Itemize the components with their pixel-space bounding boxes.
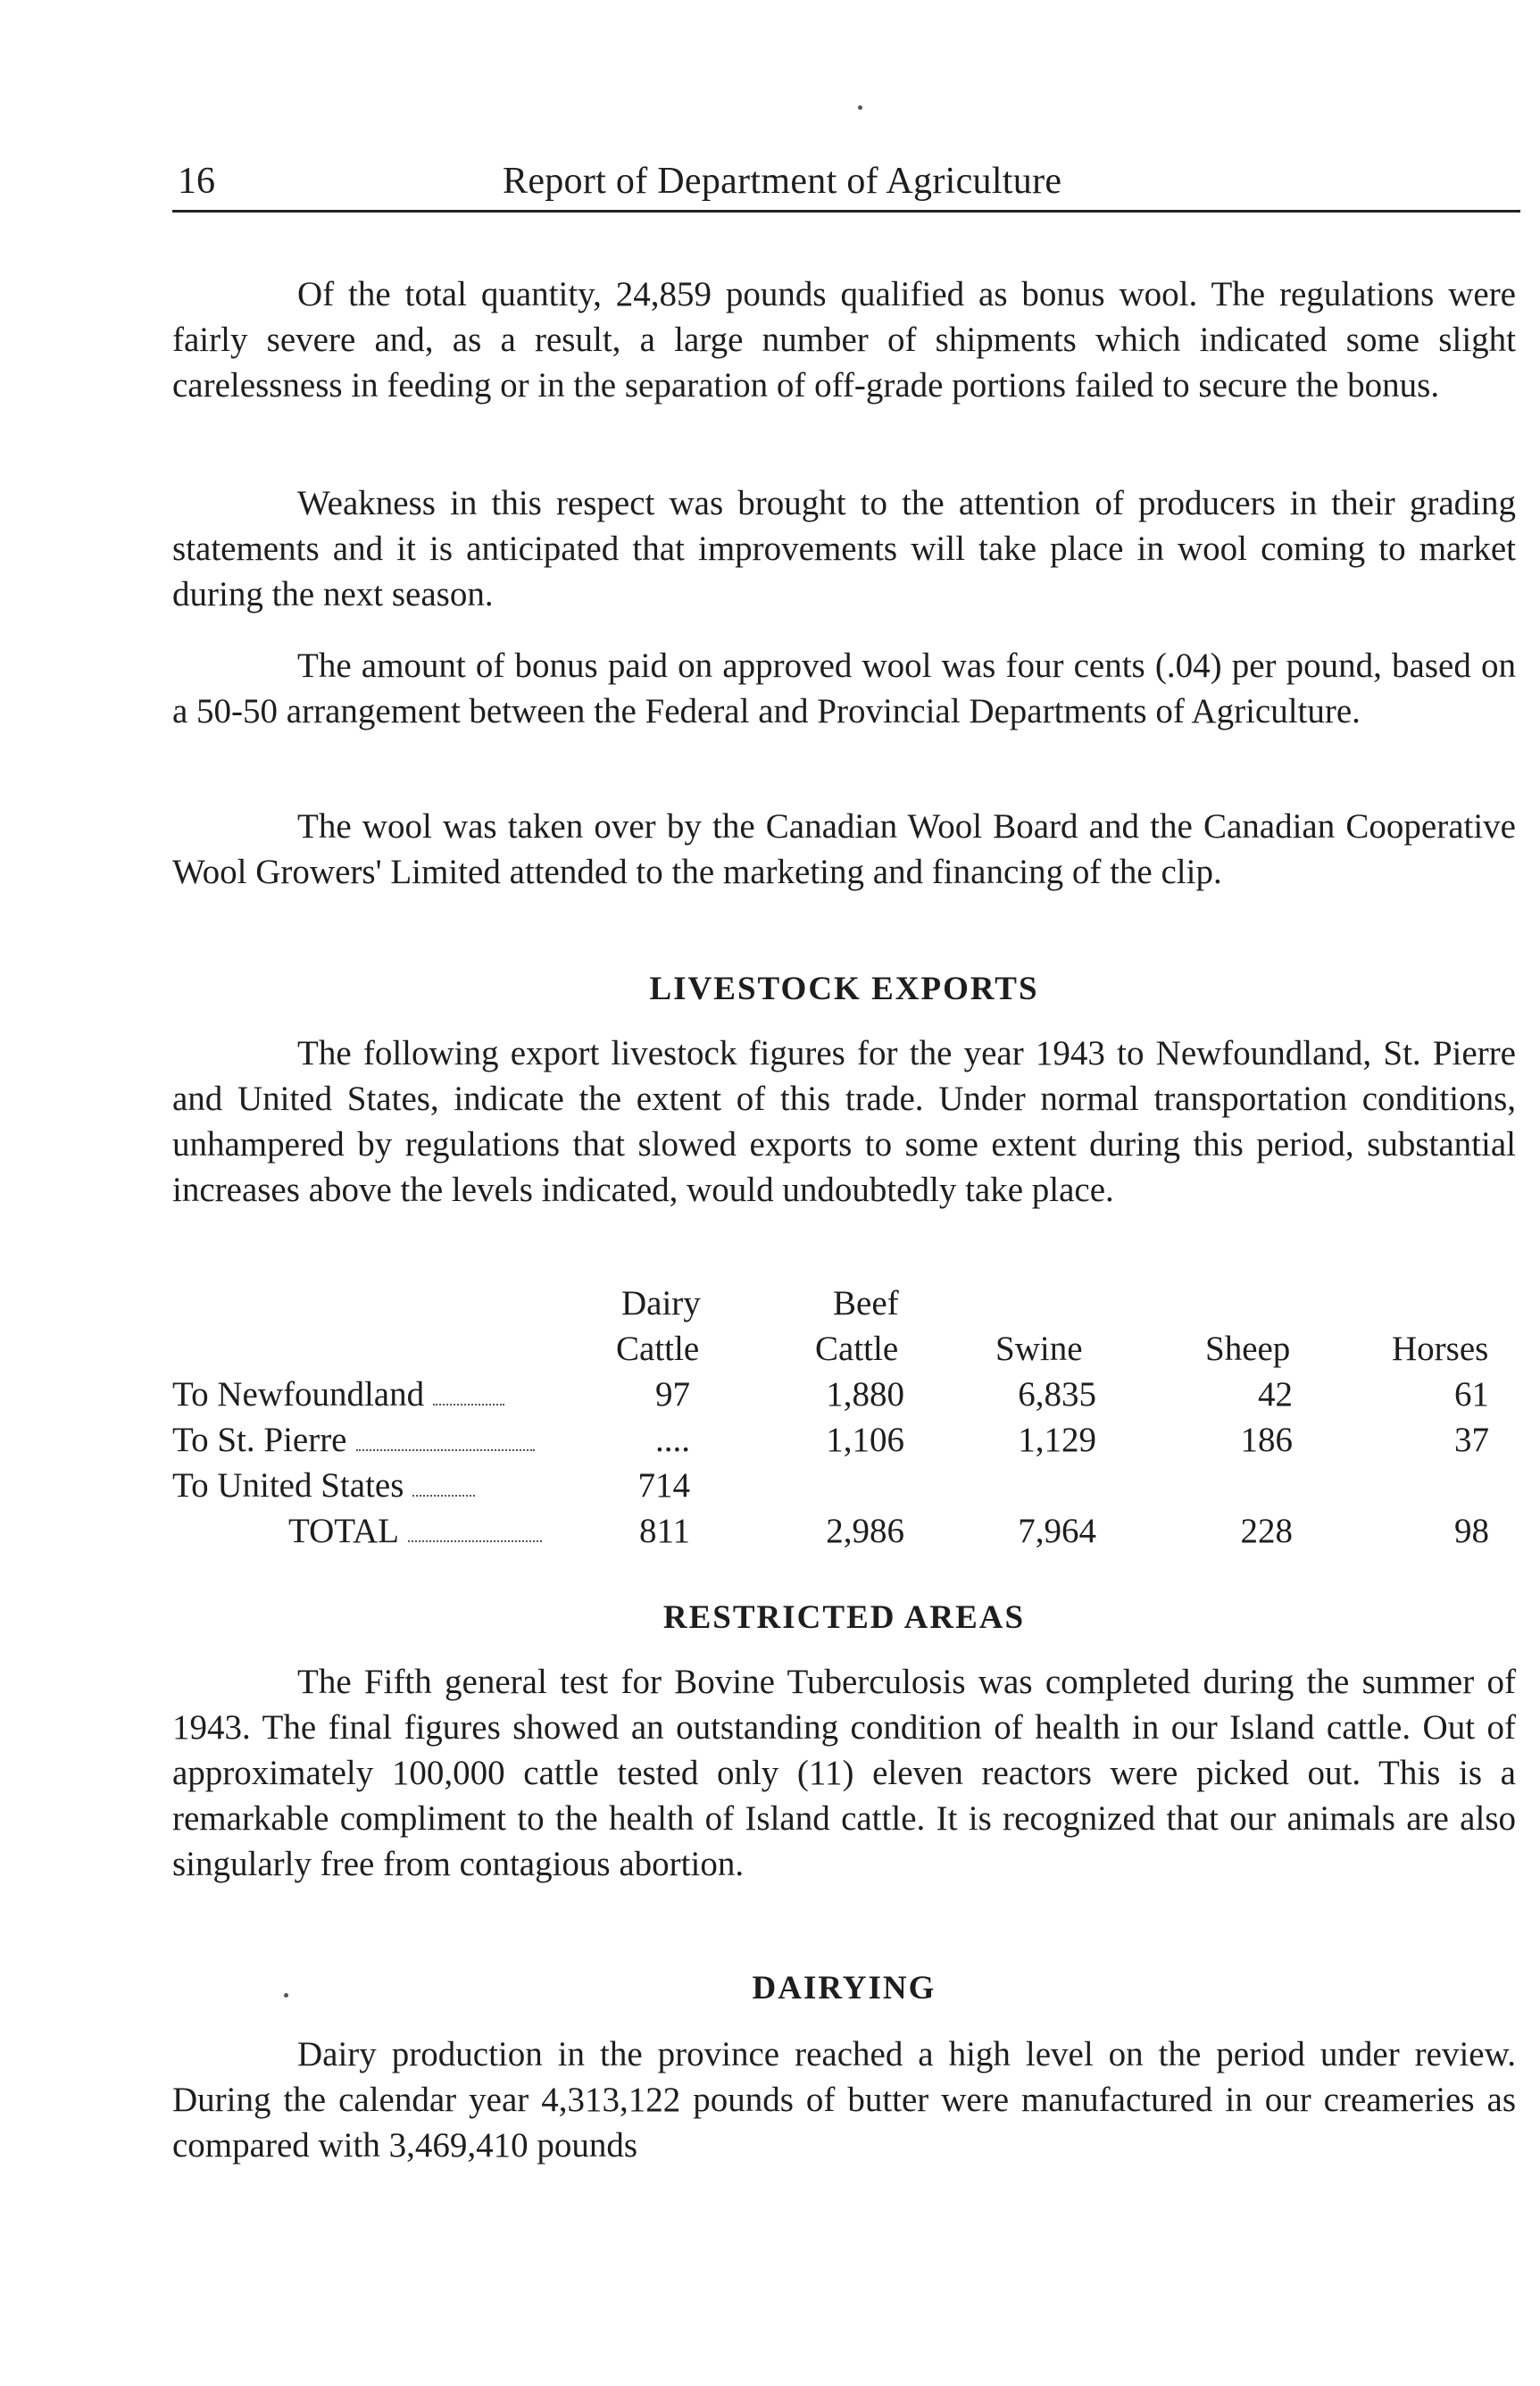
- col-header-beef-line2: Cattle: [815, 1330, 899, 1368]
- cell-total-horses: 98: [1454, 1512, 1489, 1550]
- page-number: 16: [178, 161, 215, 202]
- col-header-beef-line1: Beef: [833, 1284, 899, 1322]
- row-label-st-pierre: To St. Pierre: [172, 1417, 535, 1463]
- paragraph-bonus-wool: Of the total quantity, 24,859 pounds qualified as bonus wool. The regulations were fairly severe and, as a result, a large number of shipments which indicated some slight carelessness in feeding or in the separation of off-grade portions failed to secure the bonus.: [172, 275, 1516, 405]
- paragraph-wool-board: The wool was taken over by the Canadian Wool Board and the Canadian Cooperative Wool Growers' Limited attended to the marketing and financing of the clip.: [172, 807, 1516, 891]
- cell-newfoundland-sheep: 42: [1258, 1375, 1293, 1414]
- col-header-dairy-line2: Cattle: [616, 1330, 700, 1368]
- cell-st-pierre-sheep: 186: [1240, 1421, 1293, 1459]
- page-header: [172, 156, 1520, 213]
- cell-united-states-dairy: 714: [637, 1466, 690, 1505]
- cell-newfoundland-dairy: 97: [655, 1375, 690, 1414]
- col-header-horses: Horses: [1392, 1330, 1489, 1368]
- heading-dairying: DAIRYING: [752, 1970, 936, 2006]
- heading-livestock-exports: LIVESTOCK EXPORTS: [649, 971, 1039, 1007]
- col-header-dairy-line1: Dairy: [621, 1284, 701, 1322]
- cell-total-sheep: 228: [1240, 1512, 1293, 1550]
- paragraph-livestock-intro: The following export livestock figures for the year 1943 to Newfoundland, St. Pierre and United States, indicate the extent of this trade. Under normal transportation conditions, unhampered by regulations that slowed exports to some extent during this period, substantial increases above the levels indicated, would undoubtedly take place.: [172, 1034, 1516, 1209]
- cell-total-dairy: 811: [638, 1512, 690, 1550]
- print-speck: [858, 105, 862, 110]
- cell-st-pierre-beef: 1,106: [826, 1421, 904, 1459]
- cell-newfoundland-beef: 1,880: [826, 1375, 904, 1414]
- cell-newfoundland-horses: 61: [1454, 1375, 1489, 1414]
- cell-st-pierre-dairy: ....: [655, 1421, 690, 1459]
- paragraph-bonus-amount: The amount of bonus paid on approved wool was four cents (.04) per pound, based on a 50-50 arrangement between the Federal and Provincial Departments of Agriculture.: [172, 647, 1516, 730]
- running-title: Report of Department of Agriculture: [503, 161, 1062, 202]
- row-label-united-states: To United States: [172, 1463, 475, 1508]
- row-label-total: TOTAL: [288, 1508, 542, 1554]
- row-label-newfoundland: To Newfoundland: [172, 1372, 504, 1417]
- paragraph-restricted-areas: The Fifth general test for Bovine Tuberculosis was completed during the summer of 1943. The final figures showed an outstanding condition of health in our Island cattle. Out of approximately 100,000 cattle tested only (11) eleven reactors were picked out. This is a remarkable compliment to the health of Island cattle. It is recognized that our animals are also singularly free from contagious abortion.: [172, 1663, 1516, 1883]
- col-header-swine: Swine: [995, 1330, 1083, 1368]
- paragraph-dairying: Dairy production in the province reached a high level on the period under review. During the calendar year 4,313,122 pounds of butter were manufactured in our creameries as compared with 3,469,410 pounds: [172, 2035, 1516, 2165]
- cell-newfoundland-swine: 6,835: [1018, 1375, 1096, 1414]
- cell-st-pierre-swine: 1,129: [1018, 1421, 1096, 1459]
- col-header-sheep: Sheep: [1205, 1330, 1291, 1368]
- heading-restricted-areas: RESTRICTED AREAS: [662, 1599, 1026, 1636]
- cell-total-beef: 2,986: [826, 1512, 904, 1550]
- cell-total-swine: 7,964: [1018, 1512, 1096, 1550]
- cell-st-pierre-horses: 37: [1454, 1421, 1489, 1459]
- paragraph-weakness: Weakness in this respect was brought to the attention of producers in their grading statements and it is anticipated that improvements will take place in wool coming to market during the next season.: [172, 484, 1516, 613]
